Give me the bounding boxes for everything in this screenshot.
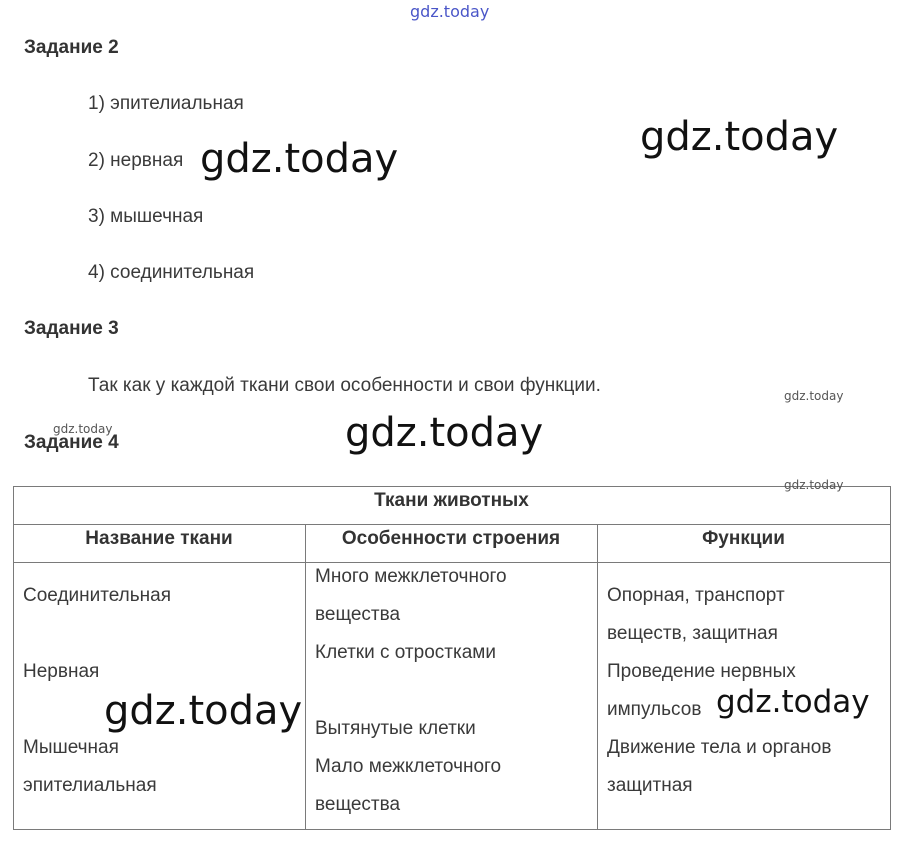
cell-tissue-nervous: Нервная bbox=[23, 661, 100, 682]
task2-item-1: 1) эпителиальная bbox=[88, 93, 244, 114]
cell-tissue-epithelial: эпителиальная bbox=[23, 775, 157, 796]
cell-structure-line: Вытянутые клетки bbox=[315, 718, 476, 739]
header-functions: Функции bbox=[702, 528, 785, 549]
cell-structure-line: Мало межклеточного bbox=[315, 756, 502, 777]
cell-function-line: Опорная, транспорт bbox=[607, 585, 785, 606]
table-divider-title bbox=[13, 524, 890, 525]
task2-item-4: 4) соединительная bbox=[88, 262, 255, 283]
cell-structure-line: Много межклеточного bbox=[315, 566, 507, 587]
watermark: gdz.today bbox=[200, 136, 399, 182]
table-border-bottom bbox=[13, 829, 890, 830]
task2-item-2: 2) нервная bbox=[88, 150, 184, 171]
task2-heading: Задание 2 bbox=[24, 37, 119, 58]
task3-answer: Так как у каждой ткани свои особенности и свои функции. bbox=[88, 375, 601, 396]
watermark: gdz.today bbox=[716, 684, 870, 720]
header-structure: Особенности строения bbox=[341, 528, 561, 549]
cell-function-line: защитная bbox=[607, 775, 693, 796]
cell-structure-line: Клетки с отростками bbox=[315, 642, 496, 663]
cell-tissue-connective: Соединительная bbox=[23, 585, 172, 606]
watermark-small: gdz.today bbox=[784, 389, 844, 403]
cell-function-line: Движение тела и органов bbox=[607, 737, 832, 758]
task4-heading: Задание 4 bbox=[24, 432, 119, 453]
task2-item-3: 3) мышечная bbox=[88, 206, 204, 227]
table-border-right bbox=[890, 486, 891, 830]
watermark-top: gdz.today bbox=[410, 2, 490, 21]
table-title: Ткани животных bbox=[374, 490, 529, 511]
header-tissue-name: Название ткани bbox=[85, 528, 233, 549]
cell-tissue-muscle: Мышечная bbox=[23, 737, 119, 758]
table-border-top bbox=[13, 486, 890, 487]
watermark: gdz.today bbox=[345, 410, 544, 456]
cell-function-line: веществ, защитная bbox=[607, 623, 778, 644]
cell-function-line: Проведение нервных bbox=[607, 661, 796, 682]
cell-function-line: импульсов bbox=[607, 699, 702, 720]
cell-structure-line: вещества bbox=[315, 794, 401, 815]
watermark-small: gdz.today bbox=[53, 422, 113, 436]
task3-heading: Задание 3 bbox=[24, 318, 119, 339]
watermark: gdz.today bbox=[104, 688, 303, 734]
cell-structure-line: вещества bbox=[315, 604, 401, 625]
table-divider-col2 bbox=[597, 524, 598, 830]
table-divider-col1 bbox=[305, 524, 306, 830]
watermark-small: gdz.today bbox=[784, 478, 844, 492]
watermark: gdz.today bbox=[640, 114, 839, 160]
